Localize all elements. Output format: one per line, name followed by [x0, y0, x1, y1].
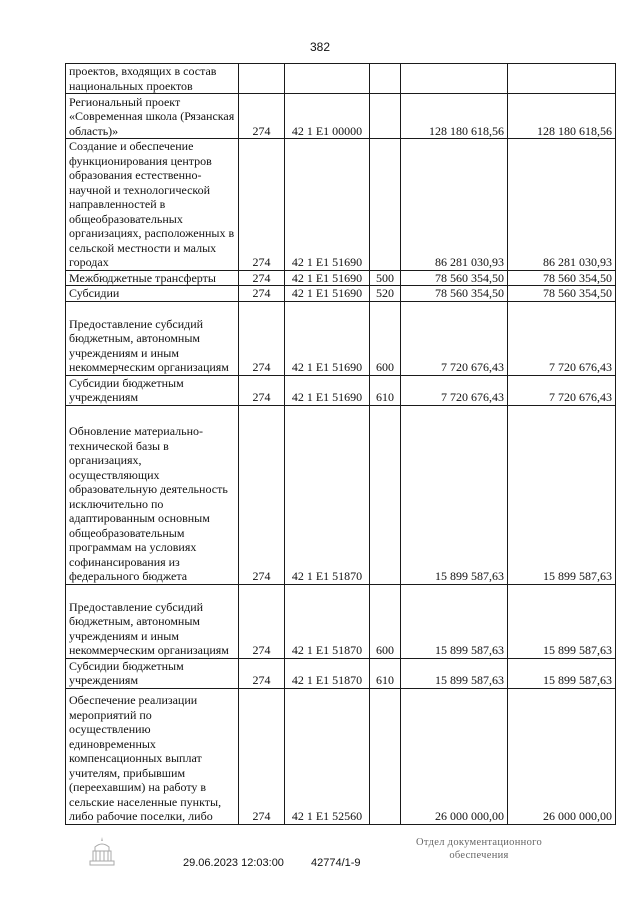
row-vr: 610 [370, 375, 401, 405]
row-ved: 274 [239, 286, 285, 302]
row-csr: 42 1 E1 51690 [285, 270, 370, 286]
row-csr [285, 64, 370, 94]
row-csr: 42 1 E1 51870 [285, 584, 370, 658]
row-name: Создание и обеспечение функционирования центров образования естественно-научной и технологической направленностей в общеобразовательных организациях, расположенных в сельской местности и малых городах [66, 139, 239, 271]
row-csr: 42 1 E1 51870 [285, 658, 370, 688]
row-sum2: 128 180 618,56 [508, 94, 616, 139]
row-csr: 42 1 E1 51690 [285, 375, 370, 405]
row-name: Региональный проект «Современная школа (Рязанская область)» [66, 94, 239, 139]
row-name: Субсидии [66, 286, 239, 302]
row-vr: 610 [370, 658, 401, 688]
row-ved [239, 64, 285, 94]
row-vr: 600 [370, 584, 401, 658]
row-ved: 274 [239, 375, 285, 405]
row-sum1: 15 899 587,63 [401, 405, 508, 584]
row-csr: 42 1 E1 51690 [285, 139, 370, 271]
row-vr: 600 [370, 301, 401, 375]
row-csr: 42 1 E1 51690 [285, 286, 370, 302]
row-sum1: 128 180 618,56 [401, 94, 508, 139]
row-name: Субсидии бюджетным учреждениям [66, 658, 239, 688]
table-row [66, 139, 616, 271]
row-vr [370, 94, 401, 139]
table-row [66, 301, 616, 375]
row-csr: 42 1 E1 00000 [285, 94, 370, 139]
stamp-line-1: Отдел документационного [415, 837, 543, 848]
budget-table [65, 63, 616, 825]
row-sum1: 26 000 000,00 [401, 688, 508, 824]
table-row [66, 64, 616, 94]
row-name: Межбюджетные трансферты [66, 270, 239, 286]
row-ved: 274 [239, 139, 285, 271]
row-sum2: 15 899 587,63 [508, 405, 616, 584]
row-sum1: 7 720 676,43 [401, 301, 508, 375]
row-name: Предоставление субсидий бюджетным, автономным учреждениям и иным некоммерческим организациям [66, 301, 239, 375]
row-sum1 [401, 64, 508, 94]
table-row [66, 270, 616, 286]
row-vr: 520 [370, 286, 401, 302]
row-ved: 274 [239, 301, 285, 375]
row-sum2: 78 560 354,50 [508, 270, 616, 286]
row-name: Субсидии бюджетным учреждениям [66, 375, 239, 405]
row-sum2: 86 281 030,93 [508, 139, 616, 271]
footer-document-code: 42774/1-9 [311, 857, 361, 869]
row-csr: 42 1 E1 51870 [285, 405, 370, 584]
row-sum2: 26 000 000,00 [508, 688, 616, 824]
table-row [66, 94, 616, 139]
row-sum2 [508, 64, 616, 94]
row-name: проектов, входящих в состав национальных проектов [66, 64, 239, 94]
row-sum2: 78 560 354,50 [508, 286, 616, 302]
row-vr: 500 [370, 270, 401, 286]
department-stamp [404, 836, 554, 862]
table-row [66, 286, 616, 302]
row-csr: 42 1 E1 52560 [285, 688, 370, 824]
row-name: Предоставление субсидий бюджетным, автономным учреждениям и иным некоммерческим организациям [66, 584, 239, 658]
row-sum1: 78 560 354,50 [401, 270, 508, 286]
row-ved: 274 [239, 270, 285, 286]
row-ved: 274 [239, 688, 285, 824]
row-ved: 274 [239, 584, 285, 658]
page-number: 382 [309, 40, 331, 54]
row-sum1: 78 560 354,50 [401, 286, 508, 302]
row-ved: 274 [239, 658, 285, 688]
row-sum1: 7 720 676,43 [401, 375, 508, 405]
row-vr [370, 139, 401, 271]
row-vr [370, 64, 401, 94]
row-sum2: 7 720 676,43 [508, 375, 616, 405]
row-sum1: 15 899 587,63 [401, 584, 508, 658]
row-sum2: 15 899 587,63 [508, 658, 616, 688]
row-name: Обеспечение реализации мероприятий по осуществлению единовременных компенсационных выплат учителям, прибывшим (переехавшим) на работу в сельские населенные пункты, либо рабочие поселки, либо [66, 688, 239, 824]
row-ved: 274 [239, 94, 285, 139]
footer-datetime: 29.06.2023 12:03:00 [183, 857, 284, 869]
emblem-icon [87, 835, 117, 874]
row-ved: 274 [239, 405, 285, 584]
row-sum1: 15 899 587,63 [401, 658, 508, 688]
table-row [66, 688, 616, 824]
row-sum2: 15 899 587,63 [508, 584, 616, 658]
row-csr: 42 1 E1 51690 [285, 301, 370, 375]
row-name: Обновление материально-технической базы в организациях, осуществляющих образовательную деятельность исключительно по адаптированным основным общеобразовательным программам на условиях софинансирования из федерального бюджета [66, 405, 239, 584]
row-vr [370, 688, 401, 824]
table-row [66, 658, 616, 688]
stamp-line-2: обеспечения [449, 850, 509, 861]
table-row [66, 584, 616, 658]
row-sum2: 7 720 676,43 [508, 301, 616, 375]
table-row [66, 375, 616, 405]
table-row [66, 405, 616, 584]
row-vr [370, 405, 401, 584]
row-sum1: 86 281 030,93 [401, 139, 508, 271]
